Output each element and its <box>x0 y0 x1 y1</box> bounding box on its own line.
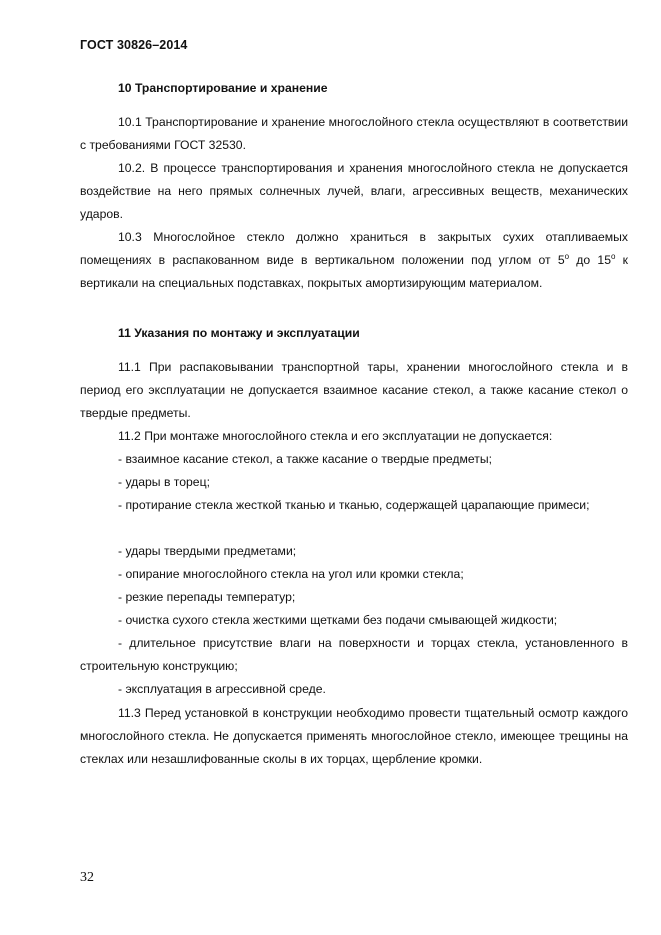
paragraph-10-3 <box>80 226 628 296</box>
page-number: 32 <box>80 870 94 885</box>
paragraph-11-3: 11.3 Перед установкой в конструкции необходимо провести тщательный осмотр каждого многослойного стекла. Не допускается применять многослойное стекло, имеющее трещины на стеклах или незашлифованные сколы в их торцах, щербление кромки. <box>80 706 628 767</box>
paragraph-11-1: 11.1 При распаковывании транспортной тары, хранении многослойного стекла и в период его эксплуатации не допускается взаимное касание стекол, а также касание стекол о твердые предметы. <box>80 360 628 421</box>
list-item: - очистка сухого стекла жесткими щетками без подачи смывающей жидкости; <box>118 613 558 627</box>
degree-mark: о <box>564 252 570 262</box>
paragraph-10-3-part2: до 15 <box>569 253 611 268</box>
paragraph-10-3-part3: к вертикали на специальных подставках, покрытых амортизирующим материалом. <box>80 253 628 291</box>
list-item: - резкие перепады температур; <box>118 590 296 604</box>
list-item: - взаимное касание стекол, а также касание о твердые предметы; <box>118 452 493 466</box>
list-item: - удары твердыми предметами; <box>118 544 297 558</box>
list-item: - опирание многослойного стекла на угол или кромки стекла; <box>118 567 464 581</box>
section-11-title: 11 Указания по монтажу и эксплуатации <box>118 326 360 340</box>
paragraph-11-2: 11.2 При монтаже многослойного стекла и его эксплуатации не допускается: <box>118 429 553 443</box>
list-item: - эксплуатация в агрессивной среде. <box>118 682 326 696</box>
list-item: - удары в торец; <box>118 475 210 489</box>
paragraph-10-1: 10.1 Транспортирование и хранение многослойного стекла осуществляют в соответствии с требованиями ГОСТ 32530. <box>80 115 628 153</box>
paragraph-10-3-part1: 10.3 Многослойное стекло должно храниться в закрытых сухих отапливаемых помещениях в распакованном виде в вертикальном положении под углом от 5 <box>80 230 628 268</box>
document-code-header: ГОСТ 30826–2014 <box>80 38 188 52</box>
paragraph-10-2: 10.2. В процессе транспортирования и хранения многослойного стекла не допускается воздействие на него прямых солнечных лучей, влаги, агрессивных веществ, механических ударов. <box>80 161 628 222</box>
degree-mark: о <box>610 252 616 262</box>
list-item: - протирание стекла жесткой тканью и тканью, содержащей царапающие примеси; <box>118 498 590 512</box>
list-item: - длительное присутствие влаги на поверхности и торцах стекла, установленного в строительную конструкцию; <box>80 636 628 674</box>
section-10-title: 10 Транспортирование и хранение <box>118 81 328 95</box>
